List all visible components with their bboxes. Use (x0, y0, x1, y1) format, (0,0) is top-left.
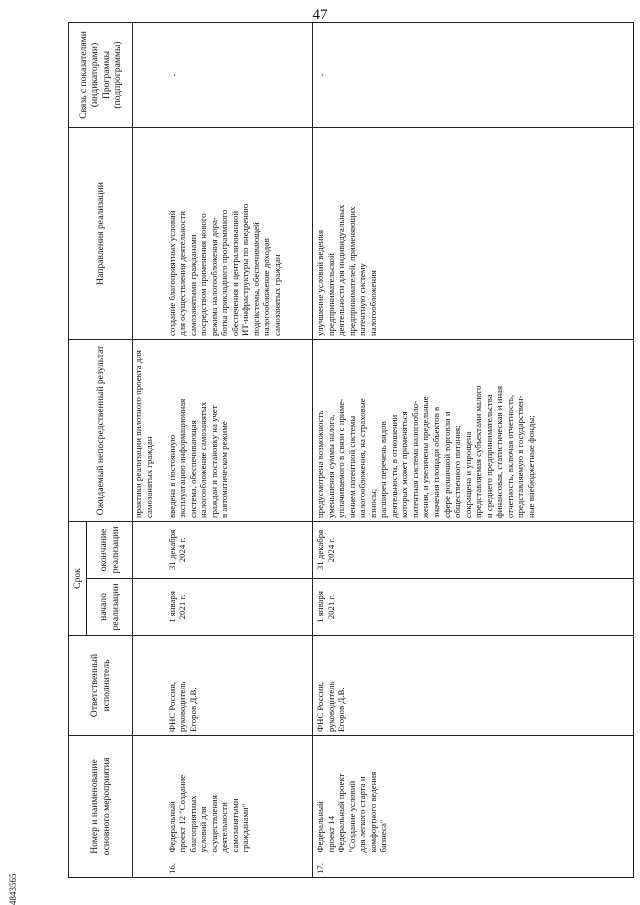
header-end: окончание реализации (87, 521, 133, 578)
directions-cell: улучшение условий ведения предпринимательской деятельности для индивидуальных предпринимателей, применяющих патентную систему налогообложения (313, 127, 634, 339)
indicators-cell: - (313, 22, 634, 127)
header-directions: Направления реализации (69, 127, 133, 339)
end-date: 31 декабря 2024 г. (313, 521, 634, 578)
measure-name: Федеральный проект 12 "Создание благоприятных условий для осуществления деятельности самозанятыми гражданами" (165, 735, 313, 855)
row-number: 17. (313, 856, 634, 878)
continuation-row (133, 22, 165, 877)
result-cell: предусмотрена возможность уменьшения суммы налога, уплачиваемого в связи с приме- нением патентной системы налогообложения, на страховые взносы; расширен перечень видов деятельности, в отношении которых может применяться патентная система налогообло- жения, и увеличены предельные значения площади объектов в сфере розничной торговли и общественного питания; сокращена и упрощена представляемая субъектами малого и среднего предпринимательства финансовая, статистическая и иная отчетность, включая отчетность, представляемую в государствен- ные внебюджетные фонды; (313, 339, 634, 521)
header-start: начало реализации (87, 578, 133, 635)
page-number: 47 (312, 7, 328, 23)
executor-cell: ФНС России, руководитель Егоров Д.В. (165, 635, 313, 735)
measure-name: Федеральный проект 14 Федеральный проект "Создание условий для легкого старта и комфортного ведения бизнеса" (313, 735, 634, 855)
header-term: Срок (69, 521, 87, 635)
start-date: 1 января 2021 г. (313, 578, 634, 635)
rotated-table-container (68, 23, 633, 878)
end-date: 31 декабря 2024 г. (165, 521, 313, 578)
table-row (313, 22, 634, 877)
indicators-cell: - (165, 22, 313, 127)
continued-result-text: практики реализации пилотного проекта для самозанятых граждан (133, 339, 165, 521)
header-result: Ожидаемый непосредственный результат (69, 339, 133, 521)
executor-cell: ФНС России, руководитель Егоров Д.В. (313, 635, 634, 735)
row-number: 16. (165, 856, 313, 878)
start-date: 1 января 2021 г. (165, 578, 313, 635)
measures-table (68, 22, 634, 878)
header-executor: Ответственный исполнитель (69, 635, 133, 735)
document-id: 4843565 (8, 873, 18, 905)
header-main-measure: Номер и наименование основного мероприятия (69, 735, 133, 877)
header-indicators: Связь с показателями (индикаторами) Программы (подпрограммы) (69, 22, 133, 127)
header-row-top (69, 22, 87, 877)
table-row (165, 22, 313, 877)
directions-cell: создание благоприятных условий для осуществления деятельности самозанятыми гражданами посредством применения нового режима налогообложения дора- ботка прикладного программного обеспечения и централизованной ИТ-инфраструктуры по внедрению подсистемы, обеспечивающей налогообложение доходов самозанятых граждан (165, 127, 313, 339)
result-cell: введена в постоянную эксплуатацию информационная система, обеспечивающая налогообложение самозанятых граждан и постановку на учет в автоматическом режиме (165, 339, 313, 521)
